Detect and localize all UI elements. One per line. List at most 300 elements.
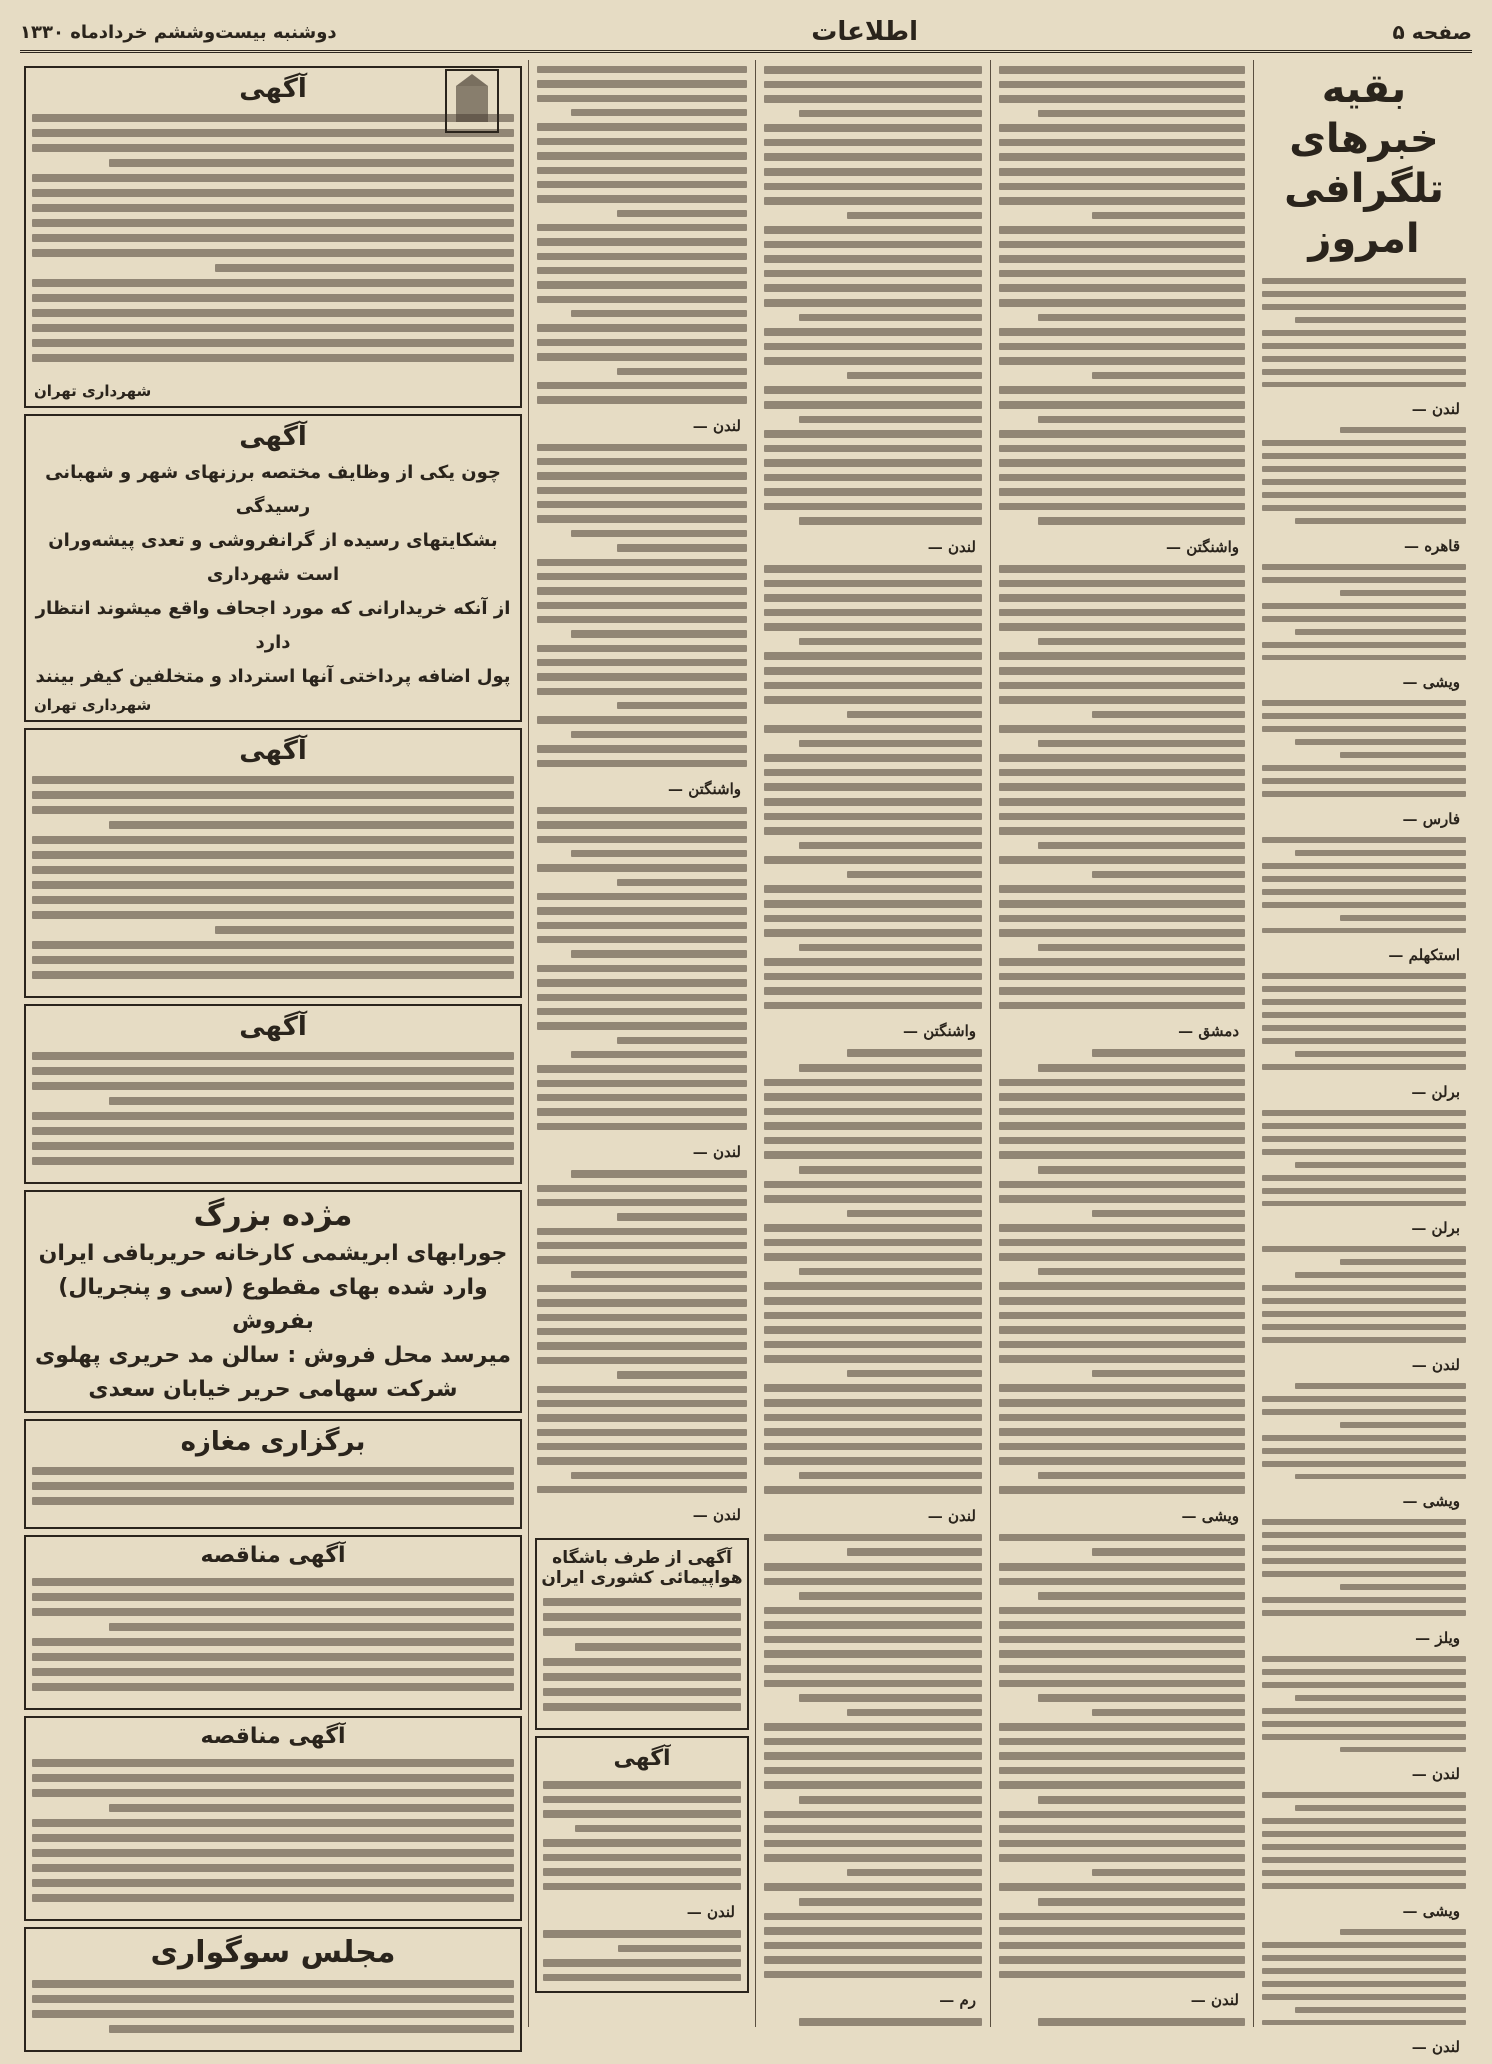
text-line xyxy=(32,249,514,257)
text-line xyxy=(537,1299,747,1306)
text-line xyxy=(999,1811,1245,1819)
text-line xyxy=(999,255,1245,263)
text-line xyxy=(537,444,747,451)
text-line xyxy=(1262,291,1466,297)
text-line xyxy=(764,197,982,205)
text-line xyxy=(847,372,982,380)
text-line xyxy=(1262,505,1466,511)
text-line xyxy=(571,850,747,857)
mozhde-line: جورابهای ابریشمی کارخانه حریربافی ایران xyxy=(38,1241,508,1266)
text-line xyxy=(1262,1857,1466,1863)
text-line xyxy=(764,241,982,249)
text-line xyxy=(537,864,747,871)
text-line xyxy=(32,279,514,287)
dateline: ویلز — xyxy=(1415,1628,1460,1647)
dateline: لندن — xyxy=(1411,400,1460,419)
text-line xyxy=(32,1864,514,1872)
text-line xyxy=(32,911,514,919)
text-line xyxy=(32,309,514,317)
text-line xyxy=(999,153,1245,161)
text-line xyxy=(109,1623,514,1631)
text-line xyxy=(537,573,747,580)
text-line xyxy=(1295,1383,1466,1389)
text-line xyxy=(1038,1268,1245,1276)
text-line xyxy=(764,1399,982,1407)
text-line xyxy=(617,1371,747,1378)
text-line xyxy=(764,1854,982,1862)
text-line xyxy=(543,1810,741,1818)
text-line xyxy=(1262,564,1466,570)
text-line xyxy=(1262,700,1466,706)
text-line xyxy=(1295,317,1466,323)
text-line xyxy=(1295,629,1466,635)
text-line xyxy=(799,1166,982,1174)
text-line xyxy=(764,1825,982,1833)
dateline: لندن — xyxy=(1411,2038,1460,2057)
text-line xyxy=(764,667,982,675)
text-line xyxy=(1038,1694,1245,1702)
text-line xyxy=(999,1355,1245,1363)
text-line xyxy=(575,1643,741,1651)
text-line xyxy=(764,1282,982,1290)
text-line xyxy=(999,1443,1245,1451)
text-line xyxy=(32,956,514,964)
text-line xyxy=(1295,1051,1466,1057)
text-line xyxy=(543,1703,741,1711)
text-line xyxy=(537,396,747,403)
text-line xyxy=(764,1253,982,1261)
text-line xyxy=(543,1796,741,1804)
text-line xyxy=(999,580,1245,588)
text-line xyxy=(999,474,1245,482)
text-line xyxy=(764,386,982,394)
text-line xyxy=(764,1781,982,1789)
dateline: ویشی — xyxy=(1402,1901,1460,1920)
text-line xyxy=(999,1956,1245,1964)
text-line xyxy=(1295,1805,1466,1811)
text-line xyxy=(32,896,514,904)
text-line xyxy=(764,1195,982,1203)
column-rule xyxy=(990,60,991,2027)
text-line xyxy=(1262,304,1466,310)
text-line xyxy=(1092,212,1245,220)
text-line xyxy=(32,1608,514,1616)
text-line xyxy=(571,950,747,957)
dateline: دمشق — xyxy=(1178,1022,1239,1041)
ad-4-title: آگهی xyxy=(239,1012,307,1042)
dateline: برلن — xyxy=(1411,1219,1460,1238)
text-line xyxy=(999,81,1245,89)
text-line xyxy=(999,609,1245,617)
text-line xyxy=(764,1971,982,1979)
text-line xyxy=(543,1613,741,1621)
text-line xyxy=(764,1297,982,1305)
text-line xyxy=(1262,986,1466,992)
text-line xyxy=(764,1752,982,1760)
text-line xyxy=(537,472,747,479)
text-line xyxy=(1295,518,1466,524)
text-line xyxy=(109,1804,514,1812)
text-line xyxy=(1038,740,1245,748)
text-line xyxy=(617,544,747,551)
text-line xyxy=(1092,711,1245,719)
text-line xyxy=(537,760,747,767)
text-line xyxy=(537,994,747,1001)
mozhde-title: مژده بزرگ xyxy=(193,1198,353,1233)
text-line xyxy=(537,836,747,843)
text-line xyxy=(999,725,1245,733)
text-line xyxy=(537,382,747,389)
text-line xyxy=(1262,1038,1466,1044)
mozhde-line: وارد شده بهای مقطوع (سی و پنجریال) بفروش xyxy=(58,1275,488,1334)
text-line xyxy=(1262,1311,1466,1317)
text-line xyxy=(1038,2018,1245,2026)
text-line xyxy=(618,1945,741,1953)
text-line xyxy=(764,168,982,176)
text-line xyxy=(537,965,747,972)
text-line xyxy=(799,842,982,850)
text-line xyxy=(799,638,982,646)
text-line xyxy=(537,296,747,303)
text-line xyxy=(1038,842,1245,850)
text-line xyxy=(999,856,1245,864)
news-column-4 xyxy=(531,60,753,2027)
text-line xyxy=(764,1621,982,1629)
text-line xyxy=(1262,1025,1466,1031)
text-line xyxy=(537,1386,747,1393)
dateline: لندن — xyxy=(927,1506,976,1525)
text-line xyxy=(537,1429,747,1436)
text-line xyxy=(999,1181,1245,1189)
text-line xyxy=(1262,863,1466,869)
municipality-emblem-icon xyxy=(442,66,502,136)
text-line xyxy=(32,219,514,227)
text-line xyxy=(1262,453,1466,459)
text-line xyxy=(764,328,982,336)
text-line xyxy=(32,1482,514,1490)
text-line xyxy=(999,1854,1245,1862)
text-line xyxy=(537,659,747,666)
text-line xyxy=(764,430,982,438)
text-line xyxy=(1340,752,1466,758)
text-line xyxy=(543,1930,741,1938)
text-line xyxy=(999,1781,1245,1789)
text-line xyxy=(1262,1545,1466,1551)
issue-date: دوشنبه بیست‌وششم خردادماه ۱۳۳۰ xyxy=(20,21,337,43)
dateline: ویشی — xyxy=(1402,1492,1460,1511)
text-line xyxy=(764,1457,982,1465)
text-line xyxy=(543,1854,741,1862)
text-line xyxy=(999,667,1245,675)
airline-ad xyxy=(535,1538,749,1730)
text-line xyxy=(1262,1461,1466,1467)
text-line xyxy=(1262,1201,1466,1207)
news-column xyxy=(1256,60,1472,2057)
text-line xyxy=(32,1497,514,1505)
ad-3 xyxy=(24,728,522,998)
news-headline: بقیه خبرهای تلگرافی امروز xyxy=(1284,66,1444,262)
text-line xyxy=(543,1673,741,1681)
text-line xyxy=(537,515,747,522)
text-line xyxy=(537,1285,747,1292)
text-line xyxy=(764,474,982,482)
text-line xyxy=(571,530,747,537)
text-line xyxy=(799,416,982,424)
text-line xyxy=(537,195,747,202)
text-line xyxy=(1262,1123,1466,1129)
text-line xyxy=(799,1472,982,1480)
tender-ad-1 xyxy=(24,1535,522,1710)
text-line xyxy=(537,1123,747,1130)
text-line xyxy=(999,1825,1245,1833)
text-line xyxy=(1262,1409,1466,1415)
column-rule xyxy=(755,60,756,2027)
dateline: واشنگتن — xyxy=(1166,538,1239,556)
text-line xyxy=(1262,1708,1466,1714)
text-line xyxy=(537,1400,747,1407)
dateline: لندن — xyxy=(1411,1355,1460,1374)
text-line xyxy=(1262,479,1466,485)
text-line xyxy=(1262,492,1466,498)
text-line xyxy=(847,1548,982,1556)
text-line xyxy=(537,1357,747,1364)
column-rule xyxy=(1253,60,1254,2027)
text-line xyxy=(764,900,982,908)
text-line xyxy=(1262,1942,1466,1948)
text-line xyxy=(537,167,747,174)
text-line xyxy=(617,879,747,886)
text-line xyxy=(537,238,747,245)
text-line xyxy=(999,1534,1245,1542)
text-line xyxy=(32,776,514,784)
text-line xyxy=(764,1443,982,1451)
text-line xyxy=(999,769,1245,777)
text-line xyxy=(32,1879,514,1887)
text-line xyxy=(1262,1435,1466,1441)
text-line xyxy=(215,264,514,272)
text-line xyxy=(999,900,1245,908)
text-line xyxy=(764,1002,982,1010)
text-line xyxy=(999,1680,1245,1688)
dateline: قاهره — xyxy=(1403,536,1460,555)
dateline: لندن — xyxy=(1411,1765,1460,1784)
text-line xyxy=(32,1082,514,1090)
text-line xyxy=(764,1563,982,1571)
text-line xyxy=(537,1342,747,1349)
text-line xyxy=(799,1592,982,1600)
text-line xyxy=(999,1752,1245,1760)
text-line xyxy=(537,1414,747,1421)
text-line xyxy=(847,1210,982,1218)
text-line xyxy=(764,1723,982,1731)
text-line xyxy=(32,1834,514,1842)
text-line xyxy=(764,1811,982,1819)
ad-text xyxy=(537,1592,747,1724)
text-line xyxy=(999,623,1245,631)
text-line xyxy=(764,580,982,588)
text-line xyxy=(764,856,982,864)
text-line xyxy=(543,1868,741,1876)
text-line xyxy=(1262,999,1466,1005)
ad-1-title: آگهی xyxy=(239,74,307,104)
text-line xyxy=(764,1927,982,1935)
text-line xyxy=(999,1093,1245,1101)
text-line xyxy=(537,587,747,594)
text-line xyxy=(543,1974,741,1982)
text-line xyxy=(1038,1472,1245,1480)
text-line xyxy=(1340,1259,1466,1265)
text-line xyxy=(543,1598,741,1606)
text-line xyxy=(537,353,747,360)
text-line xyxy=(1262,1656,1466,1662)
ad-2-line: پول اضافه پرداختی آنها استرداد و متخلفین کیفر بینند xyxy=(35,666,511,687)
ad-2-line: از آنکه خریدارانی که مورد اجحاف واقع میشوند انتظار دارد xyxy=(35,598,511,653)
text-line xyxy=(999,1883,1245,1891)
text-line xyxy=(999,459,1245,467)
text-line xyxy=(999,1108,1245,1116)
ad-text xyxy=(26,108,520,380)
text-line xyxy=(537,559,747,566)
text-line xyxy=(999,299,1245,307)
dateline: لندن — xyxy=(1190,1991,1239,2010)
text-line xyxy=(1262,278,1466,284)
text-line xyxy=(764,958,982,966)
text-line xyxy=(764,1079,982,1087)
text-line xyxy=(1262,713,1466,719)
text-line xyxy=(764,696,982,704)
ad-text xyxy=(26,1572,520,1704)
text-line xyxy=(764,357,982,365)
text-line xyxy=(32,1819,514,1827)
text-line xyxy=(999,783,1245,791)
text-line xyxy=(537,1185,747,1192)
text-line xyxy=(537,602,747,609)
text-line xyxy=(1262,1064,1466,1070)
text-line xyxy=(537,324,747,331)
dateline: استکهلم — xyxy=(1388,946,1460,965)
text-line xyxy=(1340,1422,1466,1428)
text-line xyxy=(847,1370,982,1378)
text-line xyxy=(537,807,747,814)
text-line xyxy=(537,1008,747,1015)
text-line xyxy=(32,1774,514,1782)
text-line xyxy=(1038,314,1245,322)
text-line xyxy=(1262,1792,1466,1798)
text-line xyxy=(1262,655,1466,661)
text-line xyxy=(571,630,747,637)
text-line xyxy=(537,267,747,274)
text-line xyxy=(1262,1396,1466,1402)
text-line xyxy=(1262,1883,1466,1889)
text-line xyxy=(764,1607,982,1615)
text-line xyxy=(1262,928,1466,934)
text-line xyxy=(999,1137,1245,1145)
ad-text xyxy=(537,1775,747,1987)
text-line xyxy=(1262,837,1466,843)
text-line xyxy=(537,138,747,145)
text-line xyxy=(32,941,514,949)
text-line xyxy=(537,1242,747,1249)
text-line xyxy=(764,1738,982,1746)
ad-text xyxy=(26,1974,520,2046)
text-line xyxy=(32,2010,514,2018)
text-line xyxy=(764,1341,982,1349)
tender-ad-2 xyxy=(24,1716,522,1921)
text-line xyxy=(1340,1929,1466,1935)
text-line xyxy=(1262,603,1466,609)
text-line xyxy=(764,1384,982,1392)
text-line xyxy=(32,1112,514,1120)
text-line xyxy=(1262,440,1466,446)
text-line xyxy=(537,645,747,652)
text-line xyxy=(1262,343,1466,349)
text-line xyxy=(1262,616,1466,622)
text-line xyxy=(1092,1548,1245,1556)
text-line xyxy=(1038,1796,1245,1804)
ad-text xyxy=(26,1461,520,1523)
text-line xyxy=(764,1312,982,1320)
text-line xyxy=(537,123,747,130)
text-line xyxy=(999,1486,1245,1494)
text-line xyxy=(1262,1298,1466,1304)
text-line xyxy=(537,339,747,346)
text-line xyxy=(32,1127,514,1135)
text-line xyxy=(764,885,982,893)
text-line xyxy=(537,893,747,900)
text-line xyxy=(537,1443,747,1450)
text-line xyxy=(999,813,1245,821)
text-line xyxy=(1092,1370,1245,1378)
text-line xyxy=(1262,1012,1466,1018)
text-line xyxy=(1262,726,1466,732)
text-line xyxy=(1262,1682,1466,1688)
text-line xyxy=(799,1268,982,1276)
text-line xyxy=(764,299,982,307)
tender-1-title: آگهی مناقصه xyxy=(200,1543,346,1568)
text-line xyxy=(764,445,982,453)
text-line xyxy=(32,1894,514,1902)
text-line xyxy=(847,212,982,220)
text-line xyxy=(999,1636,1245,1644)
text-line xyxy=(537,80,747,87)
text-line xyxy=(847,1869,982,1877)
text-line xyxy=(764,1137,982,1145)
text-line xyxy=(1262,577,1466,583)
article-text xyxy=(531,60,753,1532)
text-line xyxy=(764,798,982,806)
masthead xyxy=(20,14,1472,53)
mozhde-line: میرسد محل فروش : سالن مد حریری پهلوی xyxy=(35,1343,511,1368)
text-line xyxy=(1262,466,1466,472)
text-line xyxy=(764,929,982,937)
text-line xyxy=(764,1151,982,1159)
text-line xyxy=(764,1913,982,1921)
text-line xyxy=(999,124,1245,132)
dateline: واشنگتن — xyxy=(903,1022,976,1041)
text-line xyxy=(764,503,982,511)
text-line xyxy=(764,1486,982,1494)
text-line xyxy=(1262,1597,1466,1603)
mozhde-ad xyxy=(24,1190,522,1413)
text-line xyxy=(617,368,747,375)
text-line xyxy=(537,688,747,695)
text-line xyxy=(32,144,514,152)
text-line xyxy=(537,253,747,260)
text-line xyxy=(32,851,514,859)
text-line xyxy=(1092,1049,1245,1057)
text-line xyxy=(799,1064,982,1072)
text-line xyxy=(1092,1210,1245,1218)
